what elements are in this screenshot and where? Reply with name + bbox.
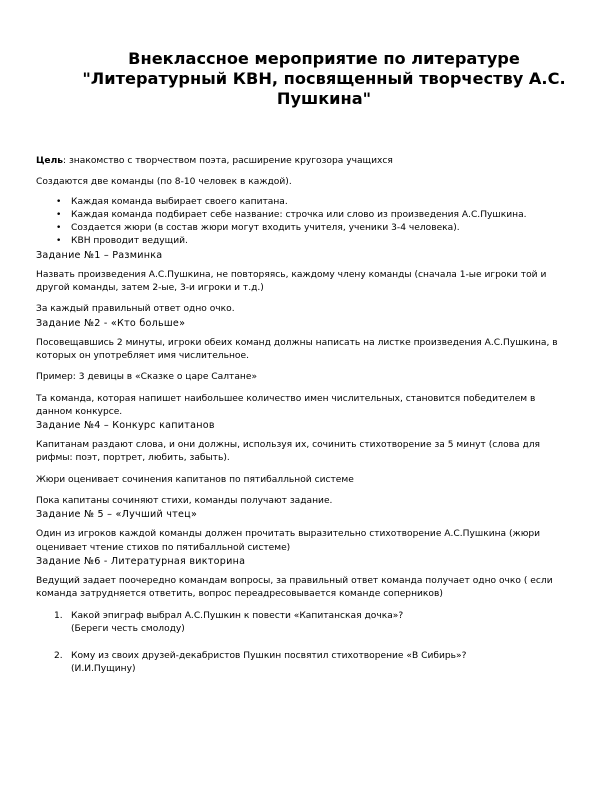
task-2-winner: Та команда, которая напишет наибольшее количество имен числительных, становится победителем в данном конкурсе. bbox=[36, 393, 536, 417]
quiz-number: 1. bbox=[54, 610, 63, 621]
document-title bbox=[76, 49, 572, 109]
title-line-3: Пушкина" bbox=[276, 89, 372, 108]
goal-text: : знакомство с творчеством поэта, расширение кругозора учащихся bbox=[63, 156, 393, 166]
title-line-2: "Литературный КВН, посвященный творчеству А.С. bbox=[82, 69, 566, 88]
task-6-heading: Задание №6 - Литературная викторина bbox=[36, 555, 246, 567]
task-2-description: Посовещавшись 2 минуты, игроки обеих команд должны написать на листке произведения А.С.Пушкина, в которых он употребляет имя числительное. bbox=[36, 337, 558, 361]
quiz-answer: (И.И.Пущину) bbox=[71, 664, 136, 675]
task-4-description: Капитанам раздают слова, и они должны, используя их, сочинить стихотворение за 5 минут (слова для рифмы: поэт, портрет, любить, забыть). bbox=[36, 440, 541, 464]
quiz-question: Кому из своих друзей-декабристов Пушкин посвятил стихотворение «В Сибирь»? bbox=[71, 651, 467, 662]
quiz-answer: (Береги честь смолоду) bbox=[71, 623, 185, 634]
goal-paragraph bbox=[36, 155, 572, 168]
task-4-jury: Жюри оценивает сочинения капитанов по пятибалльной системе bbox=[36, 474, 354, 485]
bullet-icon: • bbox=[56, 209, 62, 220]
rule-text: Каждая команда подбирает себе название: строчка или слово из произведения А.С.Пушкина. bbox=[71, 209, 527, 220]
task-1-description: Назвать произведения А.С.Пушкина, не повторяясь, каждому члену команды (сначала 1-ые игроки той и другой команды, затем 2-ые, 3-и игроки и т.д.) bbox=[36, 269, 547, 294]
rule-text: Создается жюри (в состав жюри могут входить учителя, ученики 3-4 человека). bbox=[71, 223, 460, 234]
title-line-1: Внеклассное мероприятие по литературе bbox=[128, 49, 520, 68]
rule-item bbox=[56, 235, 572, 248]
task-1-scoring: За каждый правильный ответ одно очко. bbox=[36, 304, 235, 315]
bullet-icon: • bbox=[56, 236, 62, 247]
goal-label: Цель bbox=[36, 156, 64, 166]
bullet-icon: • bbox=[56, 196, 62, 207]
quiz-question: Какой эпиграф выбрал А.С.Пушкин к повести «Капитанская дочка»? bbox=[71, 610, 404, 621]
teams-paragraph: Создаются две команды (по 8-10 человек в каждой). bbox=[36, 177, 292, 188]
quiz-number: 2. bbox=[54, 651, 63, 662]
rule-text: Каждая команда выбирает своего капитана. bbox=[71, 196, 288, 207]
quiz-item bbox=[54, 610, 572, 637]
task-4-heading: Задание №4 – Конкурс капитанов bbox=[36, 420, 215, 432]
task-2-heading: Задание №2 - «Кто больше» bbox=[36, 317, 186, 329]
rule-item bbox=[56, 196, 572, 209]
rule-text: КВН проводит ведущий. bbox=[71, 236, 188, 247]
task-2-example: Пример: 3 девицы в «Сказке о царе Салтане» bbox=[36, 372, 258, 383]
rule-item bbox=[56, 222, 572, 235]
bullet-icon: • bbox=[56, 223, 62, 234]
task-4-meanwhile: Пока капитаны сочиняют стихи, команды получают задание. bbox=[36, 496, 333, 507]
task-5-heading: Задание № 5 – «Лучший чтец» bbox=[36, 509, 198, 521]
quiz-item bbox=[54, 650, 572, 677]
document-body bbox=[36, 155, 572, 677]
quiz-list bbox=[36, 610, 572, 677]
task-1-heading: Задание №1 – Разминка bbox=[36, 249, 163, 261]
task-6-description: Ведущий задает поочередно командам вопросы, за правильный ответ команда получает одно очко ( если команда затрудняется ответить, вопрос переадресовывается команде соперников) bbox=[36, 575, 553, 600]
task-5-description: Один из игроков каждой команды должен прочитать выразительно стихотворение А.С.Пушкина (жюри оценивает чтение стихов по пятибалльной системе) bbox=[36, 529, 541, 553]
rules-list bbox=[36, 196, 572, 249]
rule-item bbox=[56, 209, 572, 222]
